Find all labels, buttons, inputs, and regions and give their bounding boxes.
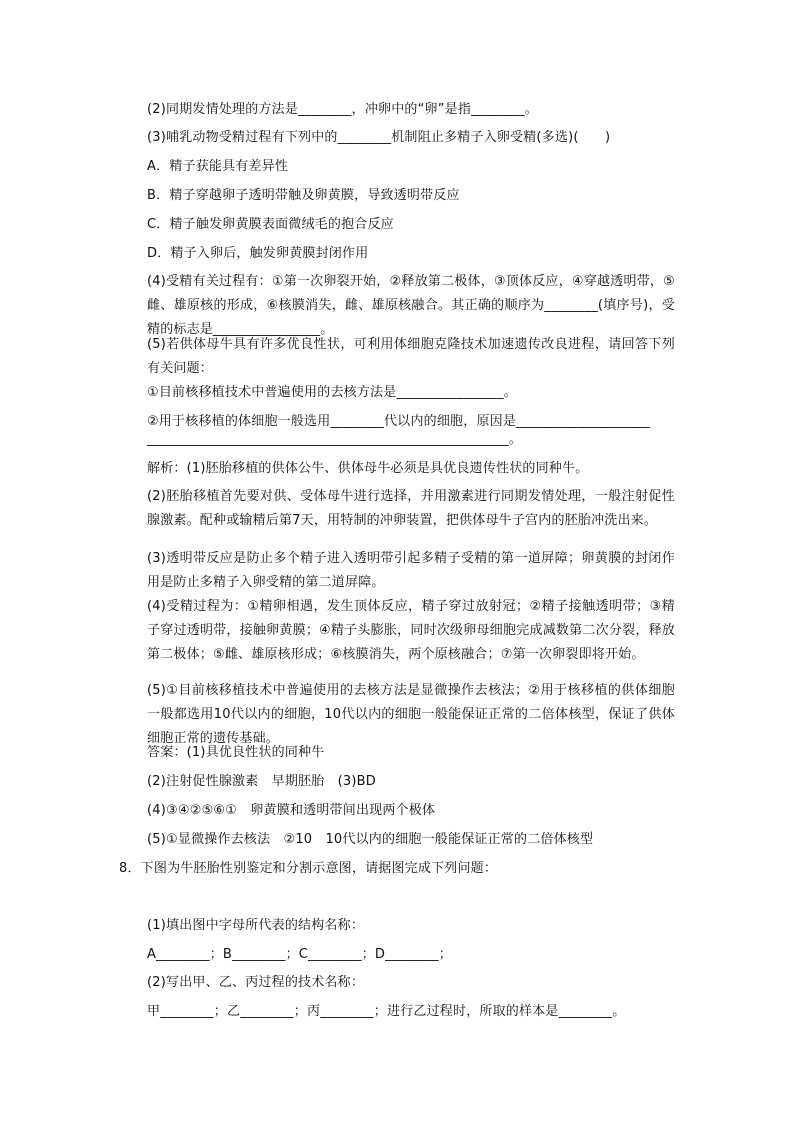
option-b: B．精子穿越卵子透明带触及卵黄膜，导致透明带反应 [147,188,460,203]
analysis-4: (4)受精过程为：①精卵相遇，发生顶体反应，精子穿过放射冠；②精子接触透明带；③精子穿过透明带，接触卵黄膜；④精子头膨胀，同时次级卵母细胞完成减数第二次分裂，释放第二极体；⑤雌、雄原核形成；⑥核膜消失，两个原核融合；⑦第一次卵裂即将开始。 [147,599,675,662]
question-5-stem: (5)若供体母牛具有许多优良性状，可利用体细胞克隆技术加速遗传改良进程，请回答下列有关问题： [147,337,675,376]
question-8-part-1: (1)填出图中字母所代表的结构名称： [147,918,365,933]
question-5-part-2-line-1: ②用于核移植的体细胞一般选用________代以内的细胞，原因是____________________ [147,414,651,429]
option-a: A．精子获能具有差异性 [147,159,289,174]
analysis-1: 解析：(1)胚胎移植的供体公牛、供体母牛必须是具优良遗传性状的同种牛。 [147,461,589,476]
question-8-stem: 8．下图为牛胚胎性别鉴定和分割示意图，请据图完成下列问题： [119,861,498,876]
answer-1: 答案：(1)具优良性状的同种牛 [147,745,325,760]
answer-2: (2)注射促性腺激素 早期胚胎 (3)BD [147,774,376,789]
analysis-5: (5)①目前核移植技术中普遍使用的去核方法是显微操作去核法；②用于核移植的供体细胞一般都选用10代以内的细胞，10代以内的细胞一般能保证正常的二倍体核型，保证了供体细胞正常的遗传基础。 [147,683,675,746]
answer-3: (4)③④②⑤⑥① 卵黄膜和透明带间出现两个极体 [147,803,436,818]
question-3-stem: (3)哺乳动物受精过程有下列中的________机制阻止多精子入卵受精(多选)( ) [147,130,611,145]
analysis-2: (2)胚胎移植首先要对供、受体母牛进行选择，并用激素进行同期发情处理，一般注射促性腺激素。配种或输精后第7天，用特制的冲卵装置，把供体母牛子宫内的胚胎冲洗出来。 [147,489,675,528]
option-c: C．精子触发卵黄膜表面微绒毛的抱合反应 [147,217,394,232]
question-2-line: (2)同期发情处理的方法是________，冲卵中的“卵”是指________。 [147,102,538,117]
question-8-part-2: (2)写出甲、乙、丙过程的技术名称： [147,975,365,990]
answer-4: (5)①显微操作去核法 ②10 10代以内的细胞一般能保证正常的二倍体核型 [147,832,594,847]
analysis-3: (3)透明带反应是防止多个精子进入透明带引起多精子受精的第一道屏障；卵黄膜的封闭作用是防止多精子入卵受精的第二道屏障。 [147,551,675,590]
question-8-blanks-process: 甲________；乙________；丙________；进行乙过程时，所取的样本是________。 [147,1004,626,1019]
question-4: (4)受精有关过程有：①第一次卵裂开始，②释放第二极体，③顶体反应，④穿越透明带，⑤雌、雄原核的形成，⑥核膜消失，雌、雄原核融合。其正确的顺序为________(填序号)，受精的标志是________________。 [147,274,675,337]
option-d: D．精子入卵后，触发卵黄膜封闭作用 [147,246,369,261]
question-8-blanks-abcd: A________；B________；C________；D________； [147,947,452,962]
question-5-part-1: ①目前核移植技术中普遍使用的去核方法是________________。 [147,385,517,400]
question-5-part-2-line-2: ______________________________________________________。 [147,432,522,447]
